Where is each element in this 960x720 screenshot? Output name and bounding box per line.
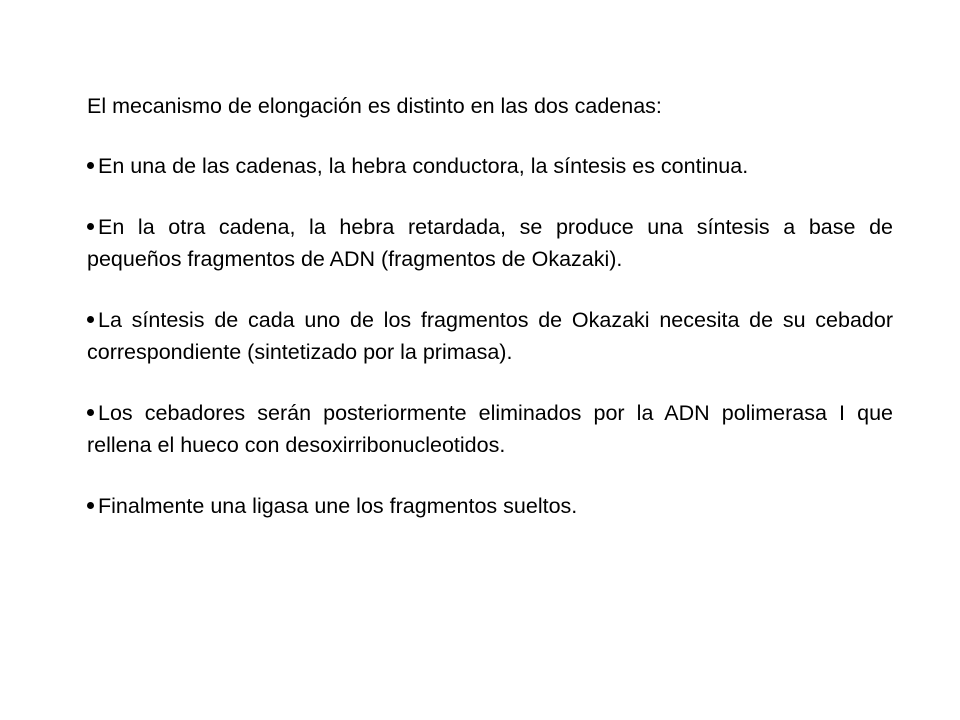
- bullet-dot-icon: [87, 316, 94, 323]
- bullet-item: [87, 490, 893, 522]
- bullet-dot-icon: [87, 409, 94, 416]
- bullet-dot-icon: [87, 162, 94, 169]
- bullet-list: [87, 150, 893, 551]
- intro-text: El mecanismo de elongación es distinto en las dos cadenas:: [87, 94, 662, 118]
- bullet-item: [87, 397, 893, 461]
- bullet-dot-icon: [87, 223, 94, 230]
- bullet-item: [87, 211, 893, 275]
- bullet-item: [87, 304, 893, 368]
- bullet-text: Finalmente una ligasa une los fragmentos sueltos.: [98, 494, 578, 518]
- bullet-text: La síntesis de cada uno de los fragmentos de Okazaki necesita de su cebador correspondiente (sintetizado por la primasa).: [87, 308, 893, 364]
- bullet-text: En una de las cadenas, la hebra conductora, la síntesis es continua.: [98, 154, 749, 178]
- bullet-text: En la otra cadena, la hebra retardada, se produce una síntesis a base de pequeños fragmentos de ADN (fragmentos de Okazaki).: [87, 215, 893, 271]
- bullet-dot-icon: [87, 502, 94, 509]
- bullet-text: Los cebadores serán posteriormente eliminados por la ADN polimerasa I que rellena el hueco con desoxirribonucleotidos.: [87, 401, 893, 457]
- bullet-item: [87, 150, 893, 182]
